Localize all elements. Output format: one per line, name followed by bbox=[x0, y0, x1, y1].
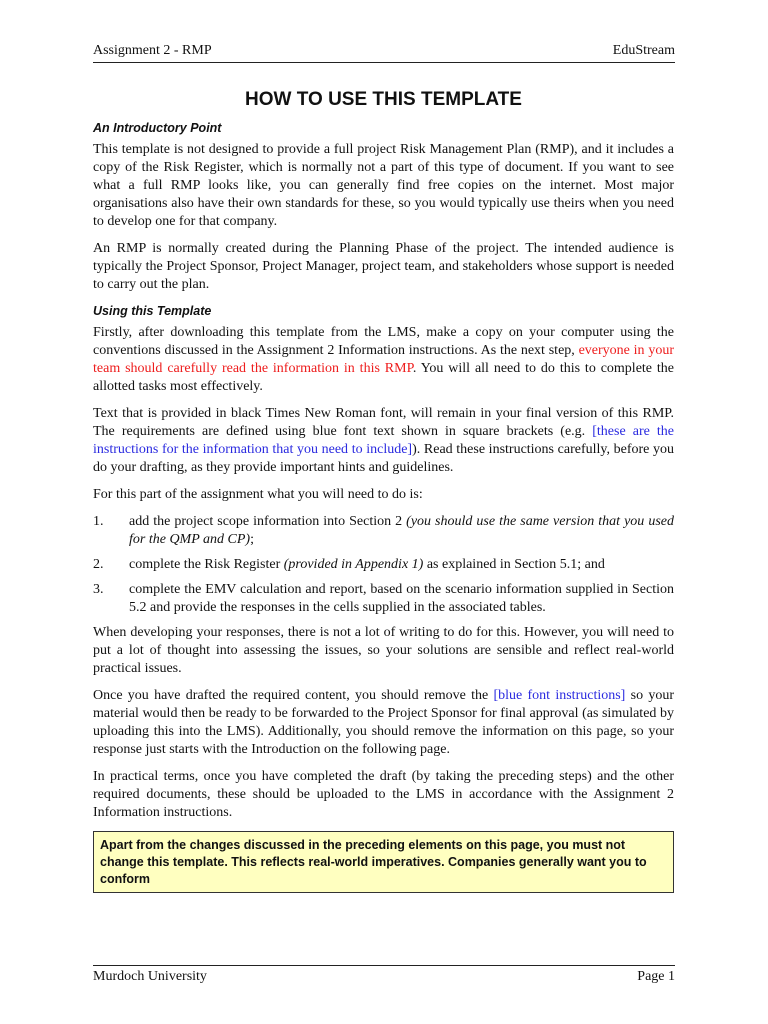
task-list bbox=[93, 513, 674, 617]
header-doc-title: Assignment 2 - RMP bbox=[93, 43, 212, 58]
task-text: complete the EMV calculation and report, based on the scenario information supplied in Section 5.2 and provide the responses in the cells supplied in the associated tables. bbox=[129, 582, 674, 615]
using-p5-blue-example: [blue font instructions] bbox=[493, 688, 626, 703]
task-item bbox=[93, 556, 674, 574]
using-p1-start: Firstly, after downloading this template from the LMS, make a copy on your computer using the conventions discussed in the Assignment 2 Information instructions. As the next step, bbox=[93, 325, 674, 358]
using-heading: Using this Template bbox=[93, 304, 212, 318]
task-number: 3. bbox=[93, 582, 104, 597]
using-paragraph-3: For this part of the assignment what you will need to do is: bbox=[93, 487, 423, 502]
page-content bbox=[93, 88, 674, 893]
task-item bbox=[93, 513, 674, 549]
using-paragraph-6: In practical terms, once you have completed the draft (by taking the preceding steps) and the other required documents, these should be uploaded to the LMS in accordance with the Assignment 2 Information instructions. bbox=[93, 769, 674, 820]
using-p5-end: so your material would then be ready to be forwarded to the Project Sponsor for final approval (as simulated by uploading this into the LMS). Additionally, you should remove the information on this page, so your response just starts with the Introduction on the following page. bbox=[93, 688, 674, 757]
using-paragraph-2 bbox=[93, 405, 674, 477]
page-title: HOW TO USE THIS TEMPLATE bbox=[245, 89, 522, 110]
using-p1-red-emphasis: everyone in your team should carefully read the information in this RMP bbox=[93, 343, 674, 376]
task-number: 2. bbox=[93, 557, 104, 572]
page-header bbox=[93, 43, 675, 63]
intro-paragraph-2: An RMP is normally created during the Planning Phase of the project. The intended audience is typically the Project Sponsor, Project Manager, project team, and stakeholders whose support is needed to carry out the plan. bbox=[93, 241, 674, 292]
header-org-name: EduStream bbox=[612, 43, 675, 58]
task-text: add the project scope information into Section 2 (you should use the same version that you used for the QMP and CP); bbox=[129, 514, 674, 547]
footer-page-number: Page 1 bbox=[637, 969, 675, 984]
using-p1-end: . You will all need to do this to complete the allotted tasks most effectively. bbox=[93, 361, 675, 394]
footer-university: Murdoch University bbox=[93, 969, 207, 984]
using-p2-end: ). Read these instructions carefully, before you do your drafting, as they provide important hints and guidelines. bbox=[93, 442, 674, 475]
intro-heading: An Introductory Point bbox=[93, 121, 222, 135]
task-item bbox=[93, 581, 674, 617]
using-p5-start: Once you have drafted the required content, you should remove the bbox=[93, 688, 494, 703]
intro-paragraph-1: This template is not designed to provide a full project Risk Management Plan (RMP), and it includes a copy of the Risk Register, which is normally not a part of this type of document. If you want to see what a full RMP looks like, you can generally find free copies on the internet. Most major organisations also have their own standards for these, so you would typically use theirs when you need to develop one for that company. bbox=[93, 142, 674, 229]
task-number: 1. bbox=[93, 514, 104, 529]
using-paragraph-5 bbox=[93, 687, 674, 759]
notice-box: Apart from the changes discussed in the preceding elements on this page, you must not change this template. This reflects real-world imperatives. Companies generally want you to conform bbox=[93, 831, 674, 893]
task-text: complete the Risk Register (provided in Appendix 1) as explained in Section 5.1; and bbox=[129, 557, 605, 572]
using-paragraph-4: When developing your responses, there is not a lot of writing to do for this. However, you will need to put a lot of thought into assessing the issues, so your solutions are sensible and reflect real-world practical issues. bbox=[93, 625, 674, 676]
page-footer bbox=[93, 965, 675, 985]
using-p2-start: Text that is provided in black Times New Roman font, will remain in your final version of this RMP. The requirements are defined using blue font text shown in square brackets (e.g. bbox=[93, 406, 674, 439]
using-p2-blue-example: [these are the instructions for the information that you need to include] bbox=[93, 424, 674, 457]
using-paragraph-1 bbox=[93, 324, 674, 396]
